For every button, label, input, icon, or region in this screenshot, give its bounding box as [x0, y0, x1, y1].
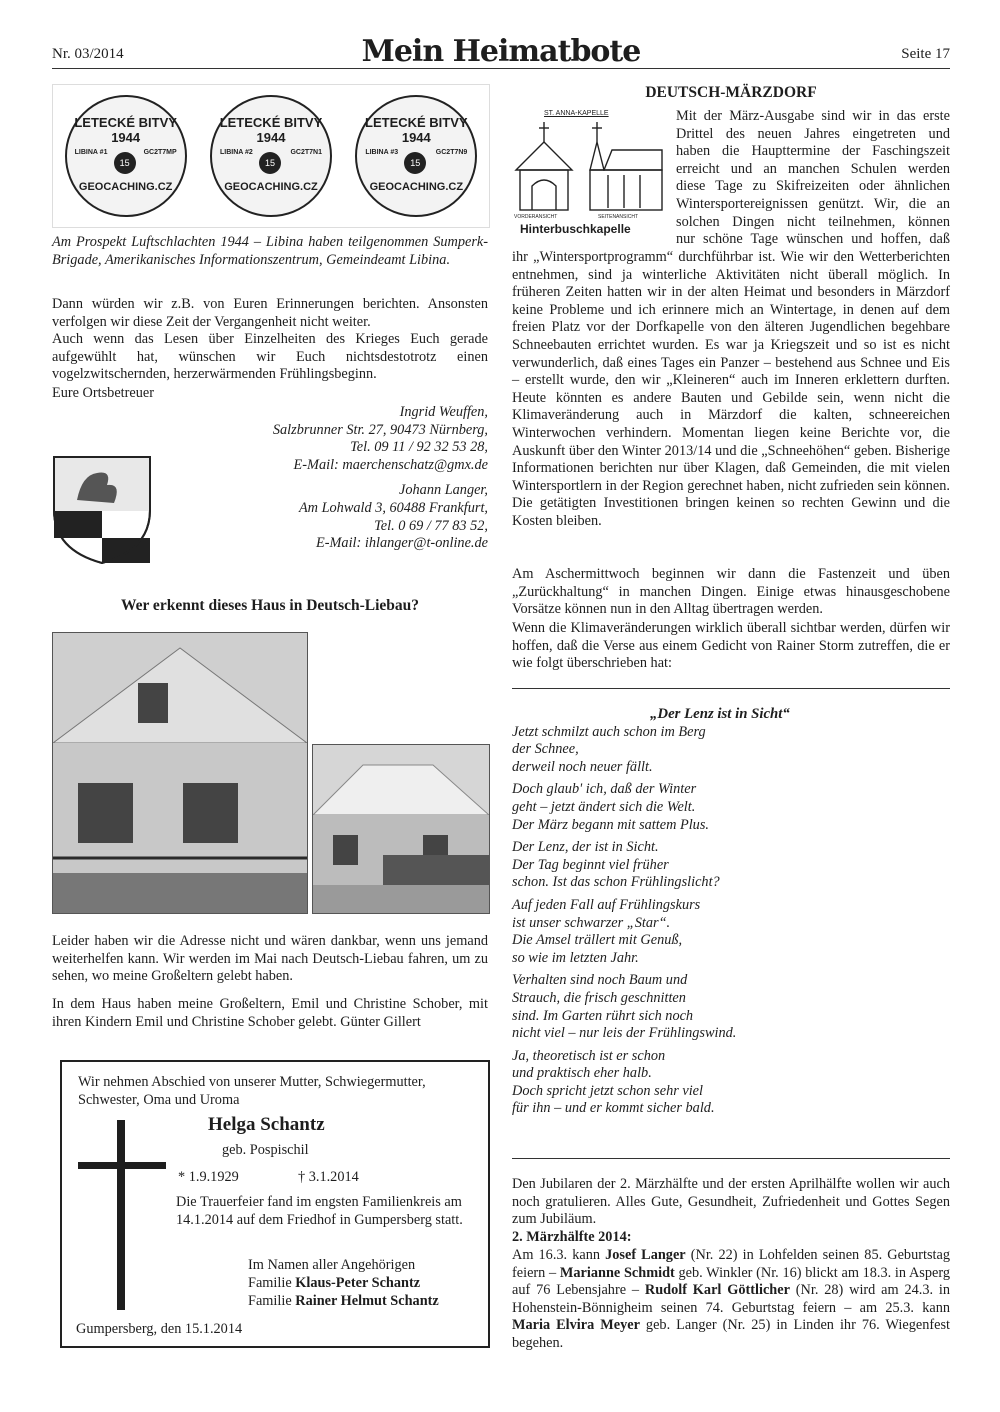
page-number: Seite 17 [901, 46, 950, 62]
cross-icon [78, 1120, 168, 1310]
signatory-family: Familie Rainer Helmut Schantz [248, 1293, 439, 1309]
chapel-drawing: ST. ANNA-KAPELLE VORDERANSICHT SEITENANSICHT Hinterbuschkapelle [512, 110, 666, 240]
signature-line: Eure Ortsbetreuer [52, 385, 155, 401]
divider [512, 688, 950, 689]
plane-emblem-icon: 15 [259, 152, 281, 174]
coat-of-arms-icon [52, 455, 152, 565]
contact-weuffen: Ingrid Weuffen, Salzbrunner Str. 27, 90473 Nürnberg, Tel. 09 11 / 92 32 53 28, E-Mail: maerchenschatz@gmx.de Johann Langer, Am Lohwald 3, 60488 Frankfurt, Tel. 0 69 / 77 83 52, E-Mail: ihlanger@t-online.de [200, 404, 488, 553]
chapel-caption: Hinterbuschkapelle [520, 222, 631, 236]
paragraph: Wenn die Klimaveränderungen wirklich überall sichtbar werden, dürfen wir hoffen, daß die Verse aus einem Gedicht von Rainer Storm zutreffen, die er wie folgt überschrieben hat: [512, 620, 950, 672]
house-photo-front [52, 632, 308, 914]
poem: „Der Lenz ist in Sicht“ Jetzt schmilzt auch schon im Berg der Schnee, derweil noch neuer fällt. Doch glaub' ich, daß der Winter geht – jetzt ändert sich die Welt. Der März begann mit sattem Plus. Der Lenz, der ist in Sicht. Der Tag beginnt viel früher schon. Ist das schon Frühlingslicht? Auf jeden Fall auf Frühlingskurs ist unser schwarzer „Star“. Die Amsel trällert mit Genuß, so wie im letzten Jahr. Verhalten sind noch Baum und Strauch, die frisch geschnitten sind. Im Garten rührt sich noch nicht viel – nur leis der Frühlingswind. Ja, theoretisch ist er schon und praktisch eher halb. Doch spricht jetzt schon sehr viel für ihn – und er kommt sicher bald. [512, 706, 950, 1118]
obituary-intro: Wir nehmen Abschied von unserer Mutter, Schwiegermutter, Schwester, Oma und Uroma [78, 1074, 426, 1108]
divider [512, 1158, 950, 1159]
house-heading: Wer erkennt dieses Haus in Deutsch-Liebau? [120, 597, 420, 614]
badge-libina-1: LETECKÉ BITVY 1944 LIBINA #1 GC2T7MP 15 GEOCACHING.CZ [65, 95, 187, 217]
obituary-notice [60, 1060, 490, 1348]
signatories-intro: Im Namen aller Angehörigen [248, 1257, 416, 1273]
house-paragraph: In dem Haus haben meine Großeltern, Emil und Christine Schober, mit ihren Kindern Emil und Christine Schober gelebt. Günter Gillert [52, 996, 488, 1030]
place-date: Gumpersberg, den 15.1.2014 [76, 1321, 243, 1337]
email-link[interactable]: E-Mail: maerchenschatz@gmx.de [293, 456, 488, 473]
signatory-family: Familie Klaus-Peter Schantz [248, 1275, 421, 1291]
jubilee-heading: 2. Märzhälfte 2014: [512, 1229, 632, 1245]
funeral-text: Die Trauerfeier fand im engsten Familienkreis am 14.1.2014 auf dem Friedhof in Gumpersberg statt. [176, 1194, 463, 1228]
deceased-name: Helga Schantz [208, 1114, 325, 1135]
paragraph: Auch wenn das Lesen über Einzelheiten des Krieges Euch gerade aufgewühlt hat, wünschen wir Euch nichtsdestotrotz einen vogelzwitschernden, herzerwärmenden Frühlingsbeginn. [52, 331, 488, 383]
jubilee-intro: Den Jubilaren der 2. Märzhälfte und der ersten Aprilhälfte wollen wir auch noch gratulieren. Alles Gute, Gesundheit, Zufriedenheit und Gottes Segen zum Jubiläum. [512, 1176, 950, 1228]
paragraph: ihr „Wintersportprogramm“ durchführbar ist. Wie wir den Wetterberichten entnehmen, sind ja winterliche Aktivitäten nicht überall möglich. In früheren Zeiten hatten wir in der alten Heimat und besonders in Märzdorf keine Probleme und ich erinnere mich an Wintertage, in denen auf dem freien Platz vor der Dorfkapelle von den älteren Jugendlichen begehbare Schneebauten errichtet wurden. Es war ja Kriegszeit und so ist es nicht verwunderlich, daß eines Tages ein Panzer – bestehend aus Schnee und Eis – erstellt wurde, den wir „Kleineren“ auch im Inneren erklettern durften. Heute könnten es andere Bauten und Gebilde sein, wenn nicht die Klimaveränderung auch in Märzdorf die kalten, schneereichen Winterwochen verhindern. Momentan liegen keine Berichte vor, die Auskunft über den Winter 2013/14 und die „Schneehöhen“ geben. Bisherige Informationen berichten nur über Klagen, daß Gemeinden, die mit vielen Wintersportlern in der Region gerechnet haben, nicht zufrieden sein können. Die getätigten Investitionen bringen keinen so rechten Gewinn und die Kosten bleiben. [512, 249, 950, 529]
house-photo-side [312, 744, 490, 914]
intro-wrapped-lines: Mit der März-Ausgabe sind wir in das erste Drittel des neuen Jahres eingetreten und haben die Haupttermine der Faschingszeit erreicht und an manchen Schulen werden diese Tage zu Skifreizeiten oder ähnlichen Wintersportereignissen genützt. Wir, die an solchen Dingen nicht teilnehmen, können nur schöne Tage wünschen und hoffen, daß [676, 108, 950, 248]
page-header [52, 34, 950, 69]
email-link[interactable]: E-Mail: ihlanger@t-online.de [316, 535, 488, 552]
plane-emblem-icon: 15 [404, 152, 426, 174]
badge-caption: Am Prospekt Luftschlachten 1944 – Libina haben teilgenommen Sumperk-Brigade, Amerikanisches Informationszentrum, Gemeindeamt Libina. [52, 234, 488, 268]
jubilee-list: Am 16.3. kann Josef Langer (Nr. 22) in Lohfelden seinen 85. Geburtstag feiern – Marianne Schmidt geb. Winkler (Nr. 16) blickt am 18.3. in Asperg auf 76 Lebensjahre – Rudolf Karl Göttlicher (Nr. 28) wird am 24.3. in Hohenstein-Bönnigheim seinen 74. Geburtstag feiern – am 25.3. kann Maria Elvira Meyer geb. Langer (Nr. 25) in Linden ihr 76. Wiegenfest begehen. [512, 1247, 950, 1351]
maiden-name: geb. Pospischil [222, 1142, 309, 1158]
house-paragraph: Leider haben wir die Adresse nicht und wären dankbar, wenn uns jemand weiterhelfen kann. Wir werden im Mai nach Deutsch-Liebau fahren, um zu sehen, wo meine Großeltern gelebt haben. [52, 933, 488, 985]
issue-number: Nr. 03/2014 [52, 46, 124, 62]
badge-libina-3: LETECKÉ BITVY 1944 LIBINA #3 GC2T7N9 15 GEOCACHING.CZ [355, 95, 477, 217]
birth-date: * 1.9.1929 [178, 1169, 239, 1185]
paragraph: Dann würden wir z.B. von Euren Erinnerungen berichten. Ansonsten verfolgen wir diese Zeit der Vergangenheit nicht weiter. [52, 296, 488, 330]
plane-emblem-icon: 15 [114, 152, 136, 174]
geocaching-badges [52, 84, 490, 228]
section-heading: DEUTSCH-MÄRZDORF [645, 84, 817, 101]
badge-libina-2: LETECKÉ BITVY 1944 LIBINA #2 GC2T7N1 15 GEOCACHING.CZ [210, 95, 332, 217]
paragraph: Am Aschermittwoch beginnen wir dann die Fastenzeit und üben „Zurückhaltung“ in manchen Dingen. Einige etwas hinausgeschobene Vorsätze können nun in den Alltag übertragen werden. [512, 566, 950, 618]
masthead: Mein Heimatbote [361, 34, 641, 69]
poem-title: „Der Lenz ist in Sicht“ [650, 706, 790, 722]
death-date: † 3.1.2014 [298, 1169, 359, 1185]
